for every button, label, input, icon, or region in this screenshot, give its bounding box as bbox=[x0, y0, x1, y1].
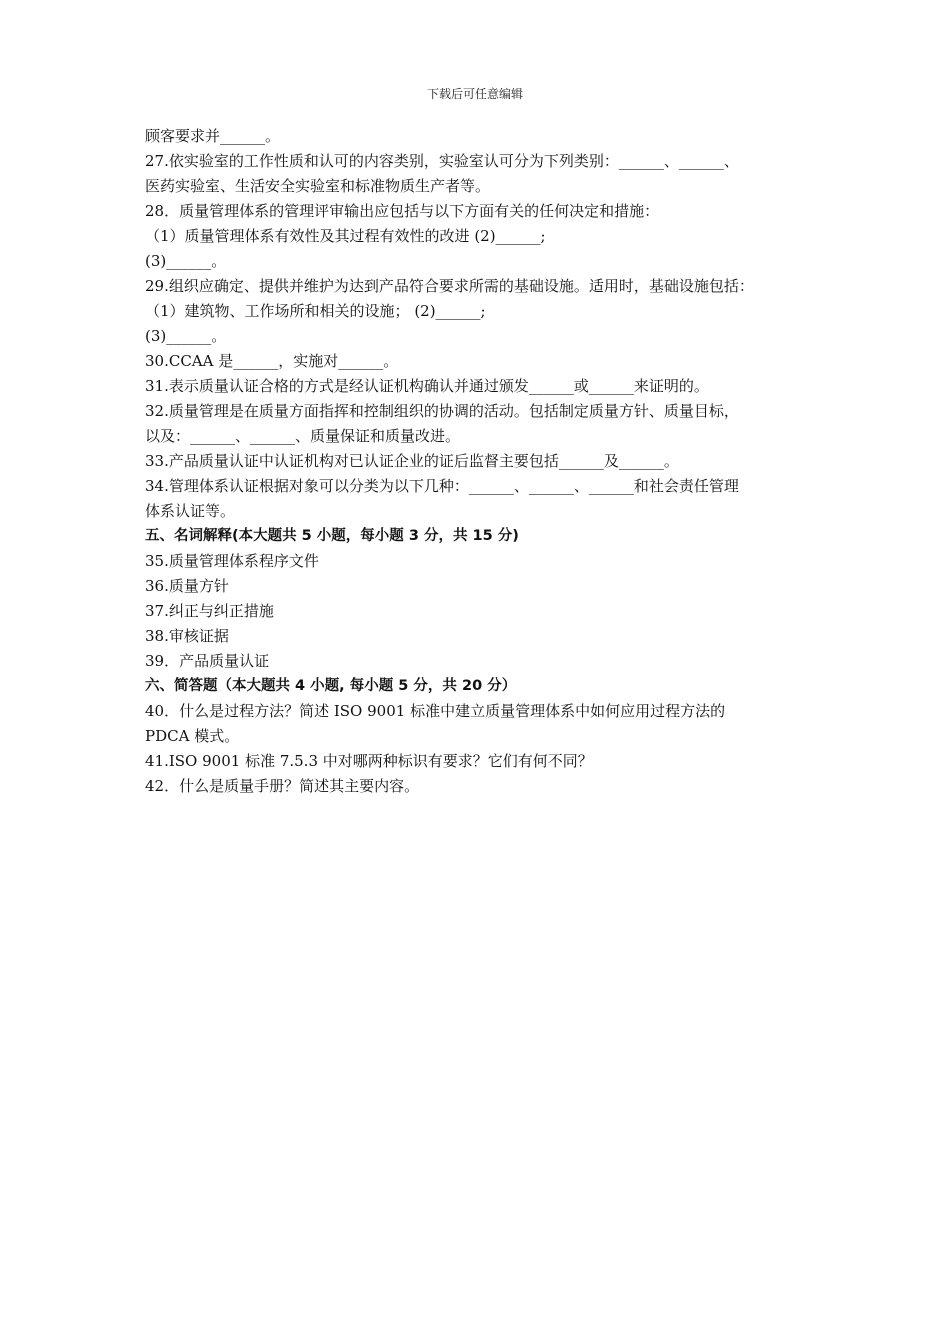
question-35: 35.质量管理体系程序文件 bbox=[145, 552, 319, 570]
question-37: 37.纠正与纠正措施 bbox=[145, 602, 274, 620]
question-38: 38.审核证据 bbox=[145, 627, 229, 645]
question-40-line-1: 40．什么是过程方法？简述 ISO 9001 标准中建立质量管理体系中如何应用过程方法的 bbox=[145, 702, 726, 720]
question-42: 42．什么是质量手册？简述其主要内容。 bbox=[145, 777, 420, 795]
question-34-line-1: 34.管理体系认证根据对象可以分类为以下几种：______、______、______和社会责任管理 bbox=[145, 477, 739, 495]
question-31: 31.表示质量认证合格的方式是经认证机构确认并通过颁发______或______来证明的。 bbox=[145, 377, 709, 395]
question-28-line-3: (3)______。 bbox=[145, 252, 227, 270]
section-heading-6: 六、简答题（本大题共 4 小题, 每小题 5 分，共 20 分） bbox=[145, 678, 517, 694]
question-27-line-2: 医药实验室、生活安全实验室和标准物质生产者等。 bbox=[145, 177, 491, 195]
question-29-line-2: （1）建筑物、工作场所和相关的设施； (2)______; bbox=[145, 302, 486, 320]
question-32-line-1: 32.质量管理是在质量方面指挥和控制组织的协调的活动。包括制定质量方针、质量目标， bbox=[145, 402, 739, 420]
question-29-line-3: (3)______。 bbox=[145, 327, 227, 345]
question-34-line-2: 体系认证等。 bbox=[145, 502, 236, 520]
page-header: 下载后可任意编辑 bbox=[426, 87, 523, 101]
question-32-line-2: 以及：______、______、质量保证和质量改进。 bbox=[145, 427, 461, 445]
question-33: 33.产品质量认证中认证机构对已认证企业的证后监督主要包括______及______。 bbox=[145, 452, 679, 470]
question-40-line-2: PDCA 模式。 bbox=[145, 727, 240, 745]
text-line-1: 顾客要求并______。 bbox=[145, 127, 281, 145]
question-41: 41.ISO 9001 标准 7.5.3 中对哪两种标识有要求？它们有何不同？ bbox=[145, 752, 593, 770]
question-28-line-1: 28．质量管理体系的管理评审输出应包括与以下方面有关的任何决定和措施： bbox=[145, 202, 660, 220]
section-heading-5: 五、名词解释(本大题共 5 小题，每小题 3 分，共 15 分) bbox=[145, 528, 519, 544]
question-29-line-1: 29.组织应确定、提供并维护为达到产品符合要求所需的基础设施。适用时，基础设施包括： bbox=[145, 277, 754, 295]
question-30: 30.CCAA 是______，实施对______。 bbox=[145, 352, 399, 370]
document-body bbox=[145, 124, 815, 799]
question-28-line-2: （1）质量管理体系有效性及其过程有效性的改进 (2)______; bbox=[145, 227, 546, 245]
question-36: 36.质量方针 bbox=[145, 577, 229, 595]
question-27-line-1: 27.依实验室的工作性质和认可的内容类别，实验室认可分为下列类别：______、______、 bbox=[145, 152, 739, 170]
question-39: 39．产品质量认证 bbox=[145, 652, 270, 670]
